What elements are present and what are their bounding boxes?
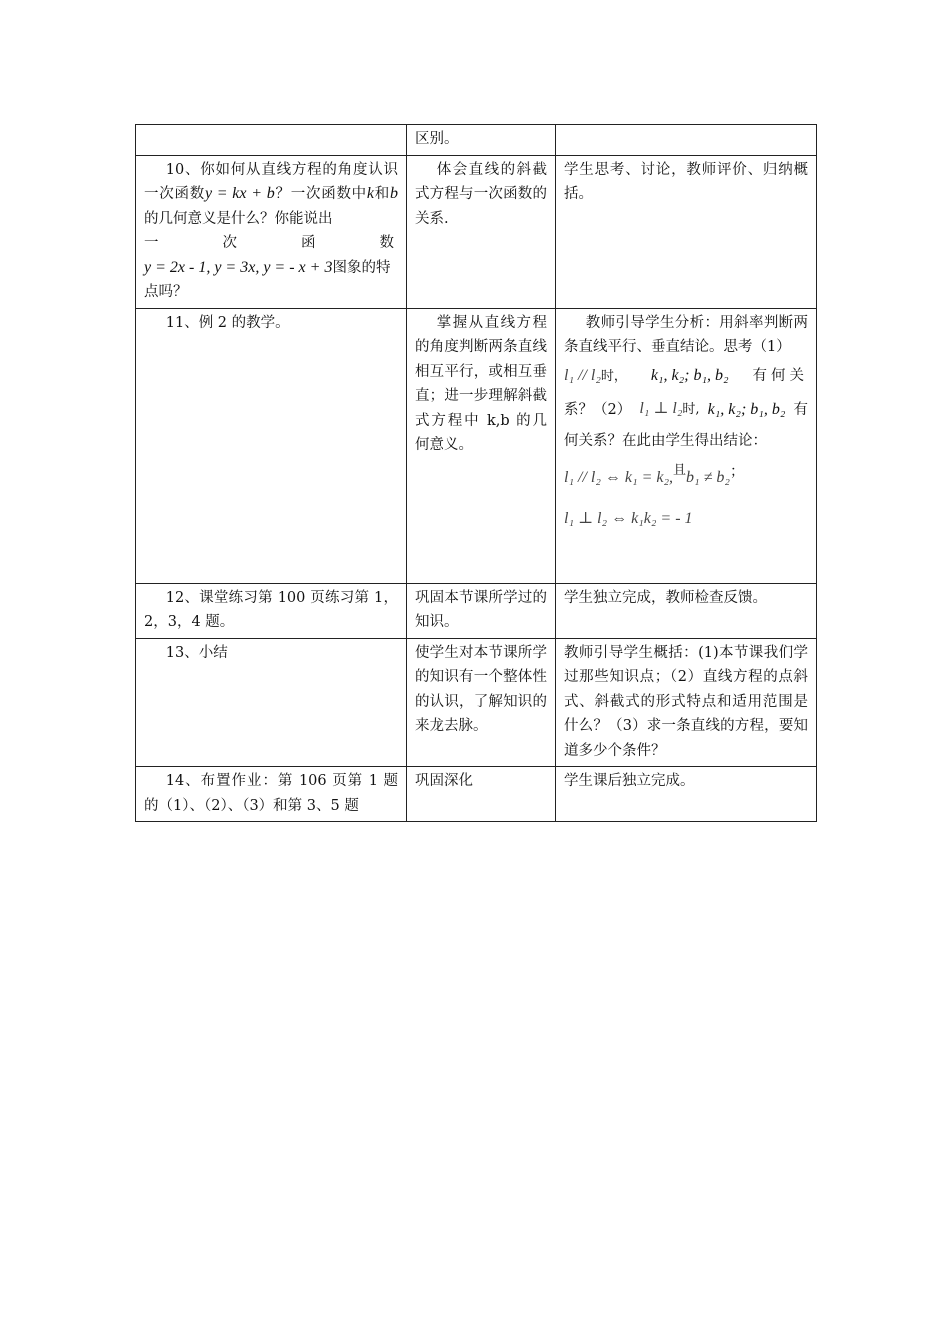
goal-cell: 区别。 xyxy=(407,125,556,156)
step-cell: 13、小结 xyxy=(136,638,407,767)
activity-cell: 教师引导学生分析：用斜率判断两条直线平行、垂直结论。思考（1） l₁ // l₂时， k₁, k₂; b₁, b₂ 有何关 系？（2） l₁ ⊥ l₂时, k₁, k₂; b₁, b₂ 有 何关系？在此由学生得出结论： l₁ // l₂ ⇔ k₁ = k₂,且b₁ ≠ b₂； l₁ ⊥ l₂ ⇔ k₁k₂ = - 1 xyxy=(556,308,817,583)
table-row xyxy=(136,767,817,822)
activity-cell: 学生思考、讨论，教师评价、归纳概括。 xyxy=(556,155,817,308)
step-10-text: 10、你如何从直线方程的角度认识一次函数y = kx + b？一次函数中k和b的几何意义是什么？你能说出 xyxy=(144,161,398,227)
equation: y = kx + b xyxy=(204,185,275,202)
perpendicular-formula: l₁ ⊥ l₂ ⇔ k₁k₂ = - 1 xyxy=(564,509,693,527)
activity-cell xyxy=(556,125,817,156)
activity-cell: 学生独立完成，教师检查反馈。 xyxy=(556,583,817,638)
table-row xyxy=(136,155,817,308)
table-row xyxy=(136,583,817,638)
goal-cell: 使学生对本节课所学的知识有一个整体性的认识，了解知识的来龙去脉。 xyxy=(407,638,556,767)
step-cell xyxy=(136,155,407,308)
parallel-formula: l₁ // l₂ ⇔ k₁ = k₂,且b₁ ≠ b₂； xyxy=(564,463,745,486)
goal-cell: 巩固深化 xyxy=(407,767,556,822)
table-row xyxy=(136,125,817,156)
spread-text-line: 一 次 函 数 xyxy=(144,235,394,251)
goal-cell: 体会直线的斜截式方程与一次函数的关系. xyxy=(407,155,556,308)
table-row xyxy=(136,638,817,767)
step-cell: 12、课堂练习第 100 页练习第 1，2，3，4 题。 xyxy=(136,583,407,638)
condition-line-1: l₁ // l₂时， k₁, k₂; b₁, b₂ 有何关 xyxy=(564,366,808,384)
table-row xyxy=(136,308,817,583)
goal-cell: 巩固本节课所学过的知识。 xyxy=(407,583,556,638)
condition-line-2: 系？（2） l₁ ⊥ l₂时, k₁, k₂; b₁, b₂ 有 xyxy=(564,400,808,418)
step-cell: 11、例 2 的教学。 xyxy=(136,308,407,583)
activity-cell: 教师引导学生概括：(1)本节课我们学过那些知识点；（2）直线方程的点斜式、斜截式的形式特点和适用范围是什么？（3）求一条直线的方程，要知道多少个条件？ xyxy=(556,638,817,767)
equation: y = 2x - 1, y = 3x, y = - x + 3 xyxy=(144,258,333,276)
step-cell xyxy=(136,125,407,156)
equation-line: y = 2x - 1, y = 3x, y = - x + 3图象的特点吗？ xyxy=(144,258,391,300)
goal-cell: 掌握从直线方程的角度判断两条直线相互平行，或相互垂直；进一步理解斜截式方程中 k,b 的几何意义。 xyxy=(407,308,556,583)
step-cell: 14、布置作业：第 106 页第 1 题的（1）、（2）、（3）和第 3、5 题 xyxy=(136,767,407,822)
lesson-plan-table xyxy=(135,124,817,822)
activity-cell: 学生课后独立完成。 xyxy=(556,767,817,822)
